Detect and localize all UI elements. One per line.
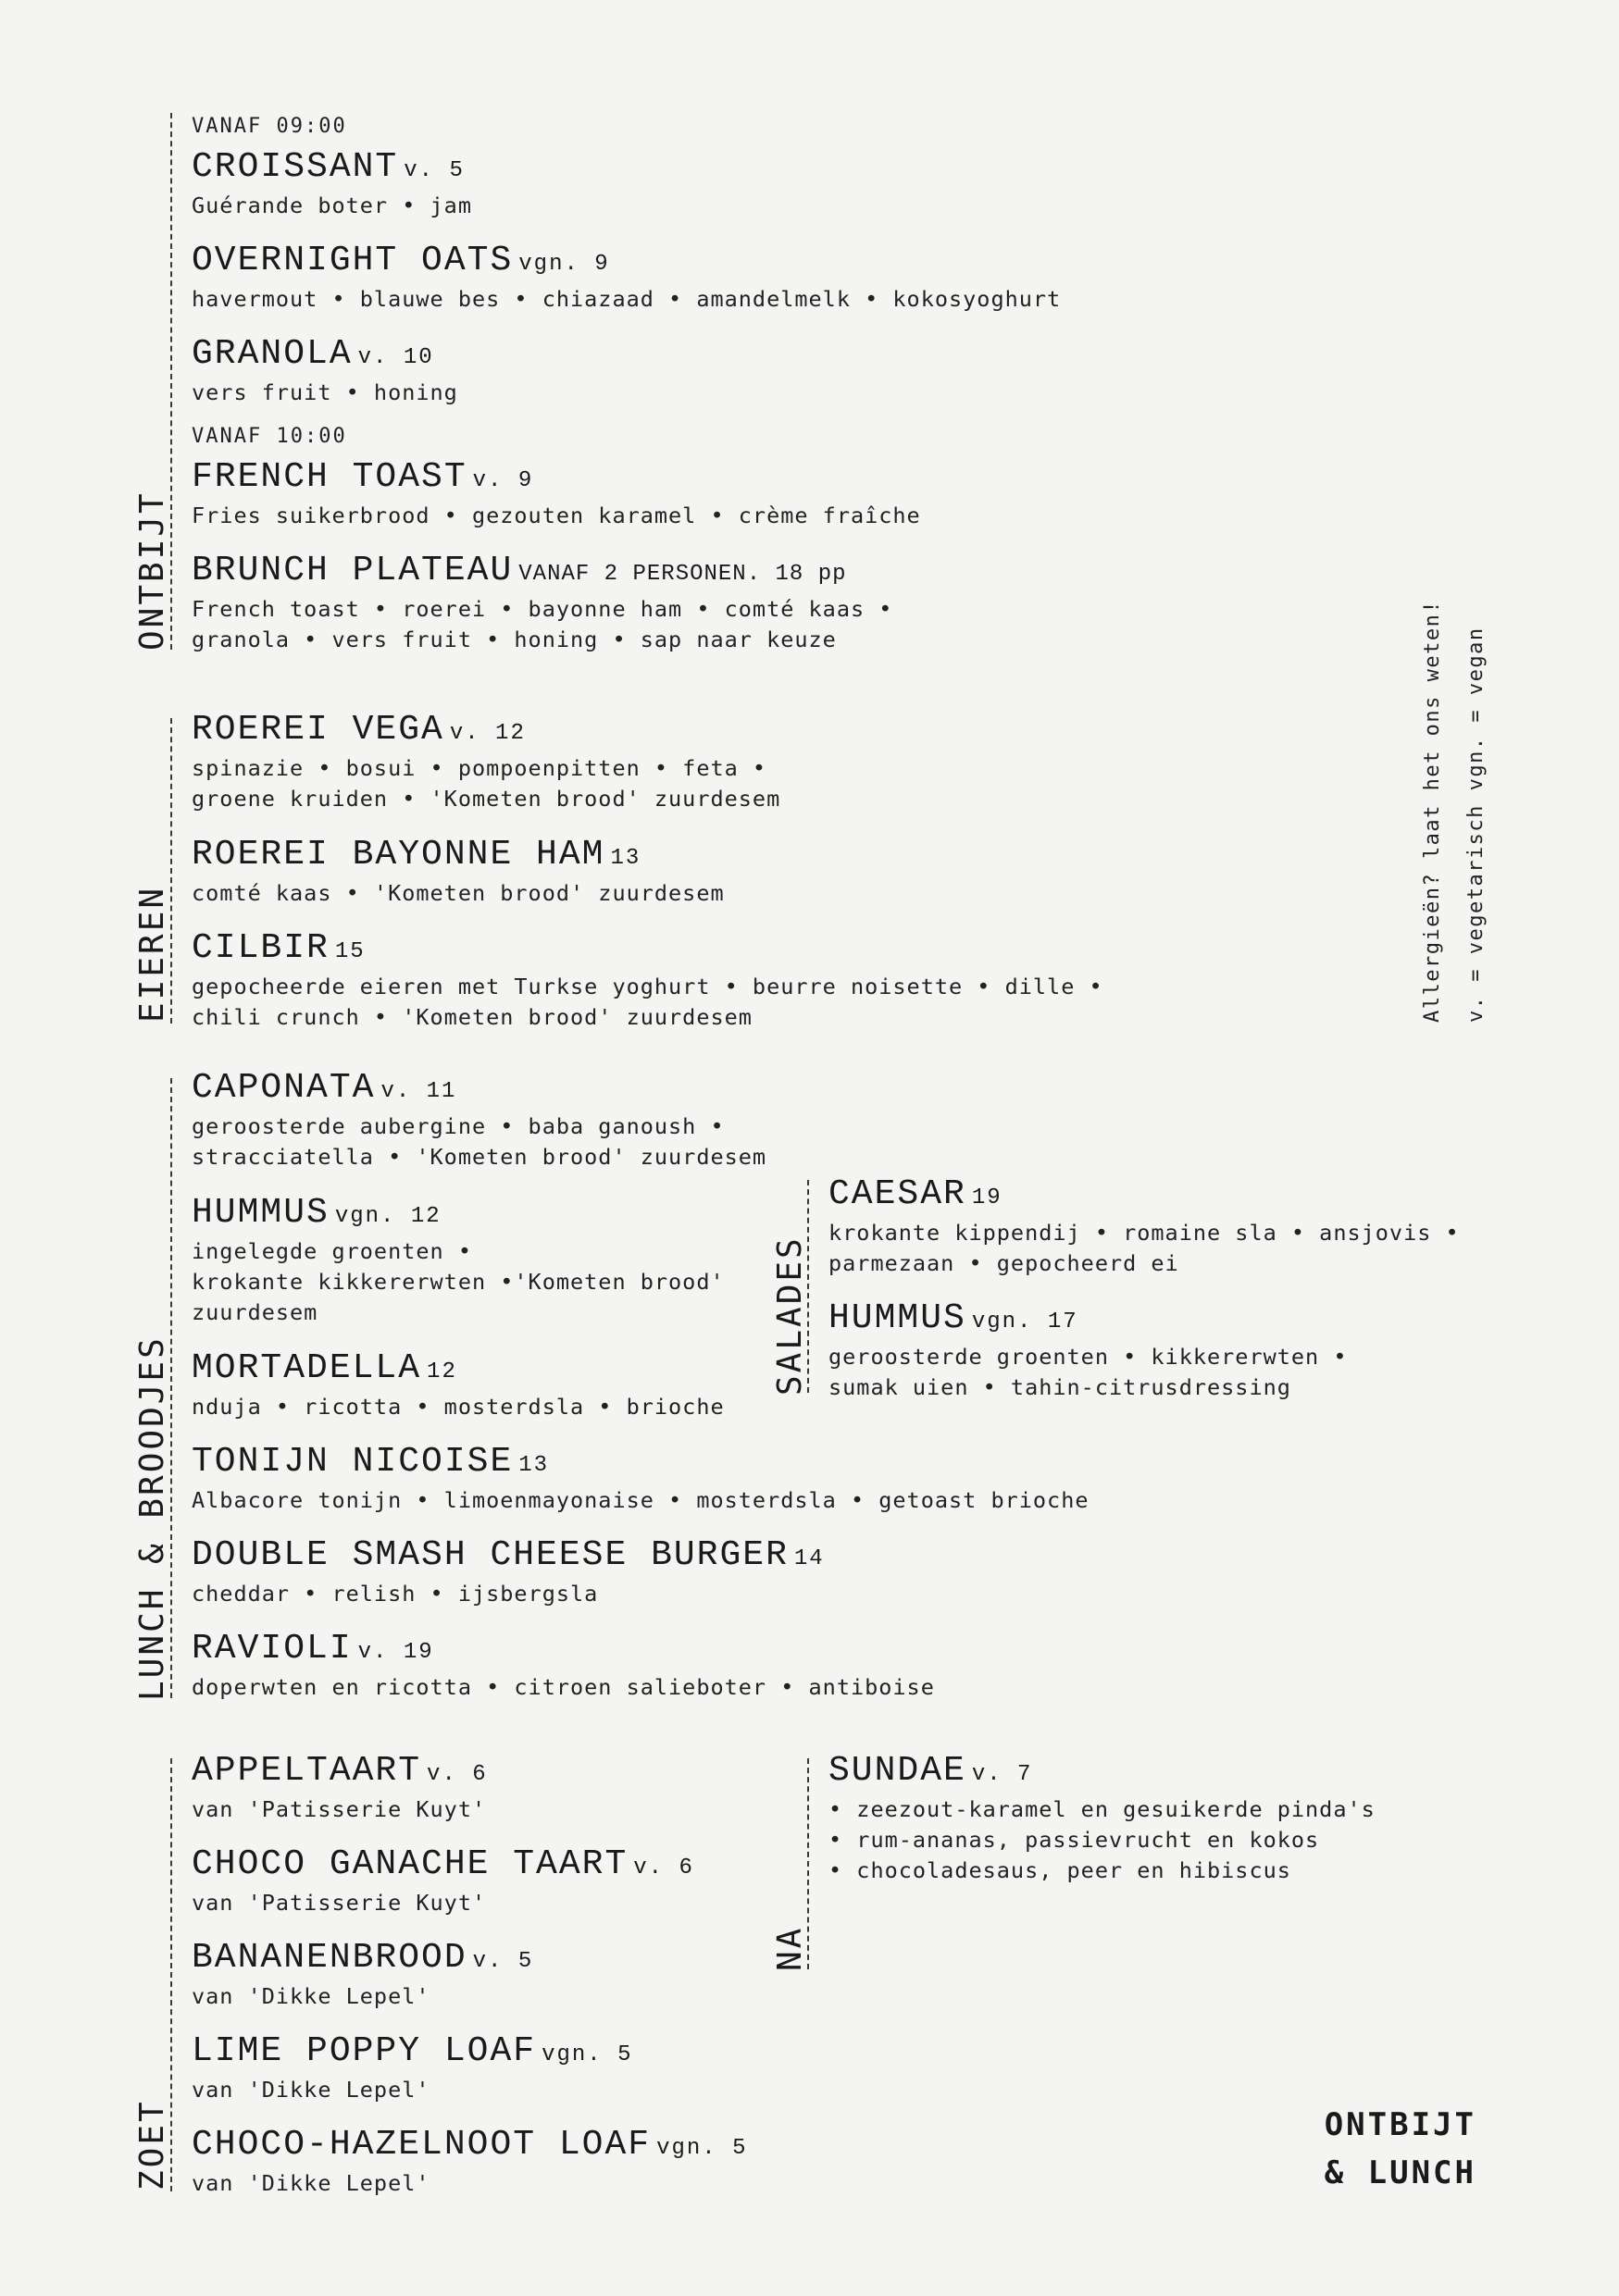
item-desc: van 'Dikke Lepel' [192, 2077, 430, 2103]
menu-item-appeltaart [192, 1752, 488, 1825]
item-desc: Fries suikerbrood • gezouten karamel • crème fraîche [192, 503, 921, 528]
item-name: GRANOLA v. 10 [192, 334, 434, 374]
item-desc: Guérande boter • jam [192, 192, 472, 218]
item-desc: ingelegde groenten • [192, 1238, 472, 1264]
salades-label: SALADES [771, 1235, 809, 1396]
menu-item-bananenbrood [192, 1939, 533, 2012]
item-name: MORTADELLA 12 [192, 1348, 457, 1388]
item-name: ROEREI VEGA v. 12 [192, 710, 526, 750]
item-desc: van 'Patisserie Kuyt' [192, 1890, 487, 1916]
item-desc: krokante kikkererwten •'Kometen brood' [192, 1269, 725, 1295]
footer-title-line1: ONTBIJT [1324, 2106, 1476, 2143]
item-desc: • zeezout-karamel en gesuikerde pinda's [828, 1796, 1376, 1822]
vanaf-0900: VANAF 09:00 [192, 115, 347, 138]
menu-item-roerei-vega [192, 711, 780, 814]
ontbijt-label: ONTBIJT [133, 490, 171, 651]
menu-item-granola [192, 335, 458, 408]
menu-item-roerei-bayonne-ham [192, 836, 725, 909]
item-desc: cheddar • relish • ijsbergsla [192, 1581, 599, 1607]
menu-item-brunch-plateau [192, 552, 892, 655]
menu-item-mortadella [192, 1349, 725, 1422]
vanaf-1000: VANAF 10:00 [192, 425, 347, 448]
menu-item-cilbir [192, 929, 1103, 1033]
menu-item-double-smash-cheese-burger [192, 1536, 825, 1609]
na-label: NA [771, 1925, 809, 1971]
item-desc: vers fruit • honing [192, 379, 458, 405]
item-desc: • rum-ananas, passievrucht en kokos [828, 1827, 1320, 1853]
item-name: HUMMUS vgn. 17 [828, 1298, 1078, 1338]
lunch-label: LUNCH & BROODJES [133, 1335, 171, 1701]
item-desc: gepocheerde eieren met Turkse yoghurt • beurre noisette • dille • [192, 974, 1103, 999]
item-name: DOUBLE SMASH CHEESE BURGER 14 [192, 1535, 825, 1575]
item-desc: stracciatella • 'Kometen brood' zuurdesem [192, 1144, 767, 1170]
eieren-label: EIEREN [133, 885, 171, 1023]
item-desc: geroosterde groenten • kikkererwten • [828, 1344, 1348, 1370]
item-name: CAESAR 19 [828, 1174, 1003, 1214]
menu-item-tonijn-nicoise [192, 1443, 1089, 1516]
menu-item-croissant [192, 148, 472, 221]
item-desc: Albacore tonijn • limoenmayonaise • mosterdsla • getoast brioche [192, 1487, 1090, 1513]
item-name: CHOCO GANACHE TAART v. 6 [192, 1844, 694, 1884]
item-desc: chili crunch • 'Kometen brood' zuurdesem [192, 1004, 753, 1030]
menu-item-ravioli [192, 1630, 935, 1703]
item-name: BRUNCH PLATEAU VANAF 2 PERSONEN. 18 pp [192, 551, 847, 590]
item-desc: spinazie • bosui • pompoenpitten • feta • [192, 755, 767, 781]
item-desc: doperwten en ricotta • citroen salieboter • antiboise [192, 1674, 935, 1700]
item-name: BANANENBROOD v. 5 [192, 1938, 534, 1978]
item-name: CILBIR 15 [192, 928, 366, 968]
item-desc: van 'Dikke Lepel' [192, 2170, 430, 2196]
item-desc: van 'Dikke Lepel' [192, 1983, 430, 2009]
menu-item-caesar [828, 1175, 1460, 1279]
item-desc: geroosterde aubergine • baba ganoush • [192, 1113, 725, 1139]
item-name: CROISSANT v. 5 [192, 147, 465, 187]
menu-item-sundae [828, 1752, 1376, 1886]
item-name: FRENCH TOAST v. 9 [192, 457, 534, 497]
item-desc: sumak uien • tahin-citrusdressing [828, 1374, 1291, 1400]
menu-item-overnight-oats [192, 242, 1061, 315]
menu-item-hummus-salade [828, 1299, 1347, 1403]
item-name: TONIJN NICOISE 13 [192, 1442, 550, 1482]
item-desc: French toast • roerei • bayonne ham • comté kaas • [192, 596, 893, 622]
item-name: ROEREI BAYONNE HAM 13 [192, 835, 641, 875]
allergy-note: Allergieën? laat het ons weten! [1421, 599, 1444, 1023]
item-name: CAPONATA v. 11 [192, 1068, 457, 1108]
diet-legend: v. = vegetarisch vgn. = vegan [1464, 627, 1488, 1023]
item-desc: • chocoladesaus, peer en hibiscus [828, 1857, 1291, 1883]
menu-item-choco-hazelnoot-loaf [192, 2126, 748, 2199]
item-name: CHOCO-HAZELNOOT LOAF vgn. 5 [192, 2125, 748, 2165]
item-name: RAVIOLI v. 19 [192, 1629, 434, 1669]
item-name: HUMMUS vgn. 12 [192, 1193, 442, 1233]
zoet-label: ZOET [133, 2099, 171, 2191]
item-desc: granola • vers fruit • honing • sap naar keuze [192, 627, 837, 652]
menu-item-hummus-lunch [192, 1194, 725, 1328]
item-desc: zuurdesem [192, 1299, 318, 1325]
item-name: APPELTAART v. 6 [192, 1751, 488, 1791]
item-desc: groene kruiden • 'Kometen brood' zuurdesem [192, 786, 781, 812]
menu-item-caponata [192, 1069, 766, 1173]
item-desc: nduja • ricotta • mosterdsla • brioche [192, 1394, 725, 1420]
footer-title-line2: & LUNCH [1324, 2154, 1476, 2191]
menu-item-choco-ganache-taart [192, 1845, 694, 1918]
menu-item-lime-poppy-loaf [192, 2032, 632, 2105]
item-name: SUNDAE v. 7 [828, 1751, 1033, 1791]
menu-item-french-toast [192, 458, 921, 531]
item-desc: havermout • blauwe bes • chiazaad • amandelmelk • kokosyoghurt [192, 286, 1062, 312]
item-desc: parmezaan • gepocheerd ei [828, 1250, 1179, 1276]
item-desc: van 'Patisserie Kuyt' [192, 1796, 487, 1822]
item-name: LIME POPPY LOAF vgn. 5 [192, 2031, 633, 2071]
footer-title [1325, 2101, 1476, 2197]
item-desc: krokante kippendij • romaine sla • ansjovis • [828, 1220, 1460, 1246]
item-name: OVERNIGHT OATS vgn. 9 [192, 241, 610, 280]
item-desc: comté kaas • 'Kometen brood' zuurdesem [192, 880, 725, 906]
